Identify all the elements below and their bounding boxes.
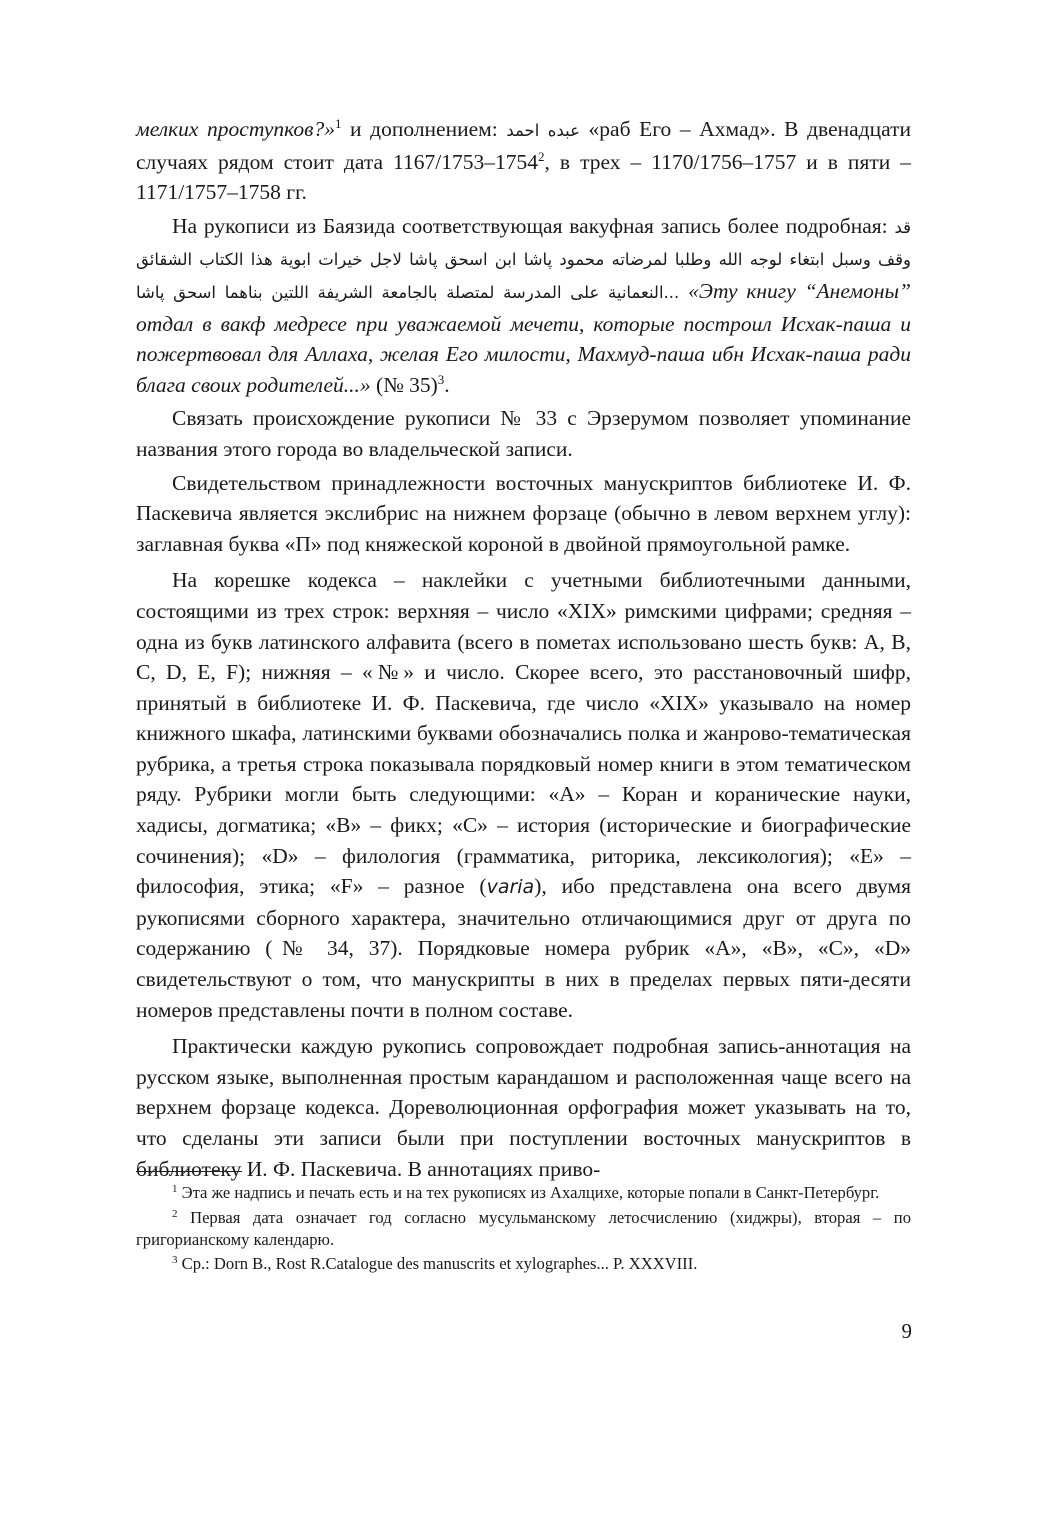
footnote-3 xyxy=(136,1253,911,1275)
footnote-ref-3: 3 xyxy=(437,371,445,387)
footnote-text: Эта же надпись и печать есть и на тех рукописях из Ахалцихе, которые попали в Санкт-Петербург. xyxy=(177,1183,880,1202)
footnote-separator xyxy=(136,1171,242,1172)
footnotes xyxy=(136,1182,911,1278)
footnote-ref-1: 1 xyxy=(334,116,342,131)
footnote-text: Первая дата означает год согласно мусульманскому летосчислению (хиджры), вторая – по григорианскому календарю. xyxy=(136,1207,911,1249)
varia-italic: varia xyxy=(486,876,535,899)
paragraph-1: мелких проступков?»$^1$ и дополнением: عبده احمد «раб Его – Ахмад». В двенадцати случаях рядом стоит дата 1167/1753–1754$^2$, в трех – 1170/1756–1757 и в пяти – 1171/1757–1758 гг. xyxy=(136,116,912,205)
body-text xyxy=(136,114,911,1184)
arabic-inscription-short: عبده احمد xyxy=(506,121,580,140)
footnote-number: 1 xyxy=(172,1183,178,1195)
page-number: 9 xyxy=(901,1319,912,1343)
paragraph-4: Свидетельством принадлежности восточных манускриптов библиотеке И. Ф. Паскевича является экслибрис на нижнем форзаце (обычно в левом верхнем углу): заглавная буква «П» под княжеской короной в двойной прямоугольной рамке. xyxy=(136,470,911,556)
arabic-waqf-inscription: قد وقف وسبل ابتغاء لوجه الله وطلبا لمرضاته محمود پاشا ابن اسحق پاشا لاجل خيرات ابوية هذا الكتاب الشقائق النعمانية على المدرسة لمتصلة بالجامعة الشريفة اللتين بناهما اسحق پاشا... xyxy=(136,217,911,302)
waqf-translation-italic: «Эту книгу “Анемоны” отдал в вакф медресе при уважаемой мечети, которые построил Исхак-паша и пожертвовал для Аллаха, желая Его милости, Махмуд-паша ибн Исхак-паша ради блага своих родителей...» xyxy=(136,278,912,397)
paragraph-2: На рукописи из Баязида соответствующая вакуфная запись более подробная: قد وقف وسبل ابتغاء لوجه الله وطلبا لمرضاته محمود پاشا ابن اسحق پاشا لاجل خيرات ابوية هذا الكتاب الشقائق النعمانية على المدرسة لمتصلة بالجامعة الشريفة اللتين بناهما اسحق پاشا... «Эту книгу “Анемоны” отдал в вакф медресе при уважаемой мечети, которые построил Исхак-паша и пожертвовал для Аллаха, желая Его милости, Махмуд-паша ибн Исхак-паша ради блага своих родителей...» (№ 35)$^3$. xyxy=(136,213,912,397)
footnote-number: 2 xyxy=(172,1207,178,1220)
footnote-2 xyxy=(136,1207,911,1251)
paragraph-5: На корешке кодекса – наклейки с учетными библиотечными данными, состоящими из трех строк: верхняя – число «XIX» римскими цифрами; средняя – одна из букв латинского алфавита (всего в пометах использовано шесть букв: A, B, C, D, E, F); нижняя – «№» и число. Скорее всего, это расстановочный шифр, принятый в библиотеке И. Ф. Паскевича, где число «XIX» указывало на номер книжного шкафа, латинскими буквами обозначались полка и жанрово-тематическая рубрика, а третья строка показывала порядковый номер книги в этом тематическом ряду. Рубрики могли быть следующими: «A» – Коран и коранические науки, хадисы, догматика; «B» – фикх; «C» – история (исторические и биографические сочинения); «D» – филология (грамматика, риторика, лексикология); «E» – философия, этика; «F» – разное (varia), ибо представлена она всего двумя рукописями сборного характера, значительно отличающимися друг от друга по содержанию (№ 34, 37). Порядковые номера рубрик «A», «B», «C», «D» свидетельствуют о том, что манускрипты в них в пределах первых пяти-десяти номеров представлены почти в полном составе. xyxy=(136,568,911,1022)
footnote-1 xyxy=(136,1182,911,1204)
paragraph-3: Связать происхождение рукописи № 33 с Эрзерумом позволяет упоминание названия этого города во владельческой записи. xyxy=(136,406,911,461)
quote-end-italic: мелких проступков?» xyxy=(136,117,335,141)
footnote-text: Ср.: Dorn B., Rost R.Catalogue des manuscrits et xylographes... P. XXXVIII. xyxy=(177,1254,698,1274)
footnote-number: 3 xyxy=(172,1254,178,1267)
paragraph-6: Практически каждую рукопись сопровождает подробная запись-аннотация на русском языке, выполненная простым карандашом и расположенная чаще всего на верхнем форзаце кодекса. Дореволюционная орфография может указывать на то, что сделаны эти записи были при поступлении восточных манускриптов в библиотеку И. Ф. Паскевича. В аннотациях приво- xyxy=(136,1034,911,1181)
footnote-ref-2: 2 xyxy=(538,148,545,164)
